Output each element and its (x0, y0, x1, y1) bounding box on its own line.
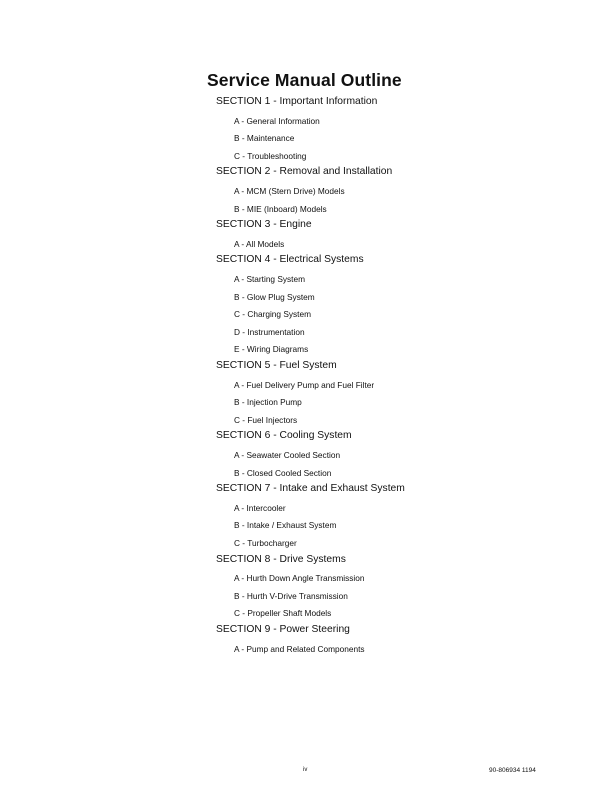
section-heading: SECTION 1 - Important Information (216, 96, 378, 107)
subsection-item: C - Turbocharger (234, 538, 297, 548)
subsection-item: B - MIE (Inboard) Models (234, 203, 327, 214)
subsection-item: B - Closed Cooled Section (234, 467, 332, 478)
subsection-item: A - Pump and Related Components (234, 643, 365, 654)
section-heading: SECTION 7 - Intake and Exhaust System (216, 483, 405, 495)
subsection-item: E - Wiring Diagrams (234, 344, 309, 355)
footer-document-id: 90-806934 1194 (489, 767, 536, 774)
section-heading: SECTION 3 - Engine (216, 219, 312, 231)
page-title: Service Manual Outline (207, 70, 402, 90)
subsection-item: A - Starting System (234, 274, 306, 284)
footer-page-number: iv (303, 767, 308, 773)
subsection-item: A - General Information (234, 115, 320, 126)
section-heading: SECTION 2 - Removal and Installation (216, 166, 393, 178)
subsection-item: B - Hurth V-Drive Transmission (234, 590, 348, 601)
subsection-item: A - Fuel Delivery Pump and Fuel Filter (234, 379, 375, 390)
subsection-item: C - Fuel Injectors (234, 414, 298, 425)
subsection-item: C - Troubleshooting (234, 150, 307, 161)
subsection-item: B - Injection Pump (234, 397, 302, 408)
section-heading: SECTION 4 - Electrical Systems (216, 254, 364, 266)
subsection-item: B - Maintenance (234, 133, 295, 144)
subsection-item: B - Intake / Exhaust System (234, 520, 337, 531)
subsection-item: C - Charging System (234, 309, 312, 320)
subsection-item: B - Glow Plug System (234, 291, 315, 302)
section-heading: SECTION 6 - Cooling System (216, 430, 352, 442)
subsection-item: A - Intercooler (234, 502, 286, 513)
section-heading: SECTION 5 - Fuel System (216, 360, 337, 371)
subsection-item: A - MCM (Stern Drive) Models (234, 186, 345, 196)
subsection-item: C - Propeller Shaft Models (234, 608, 332, 619)
subsection-item: A - All Models (234, 238, 285, 249)
subsection-item: A - Hurth Down Angle Transmission (234, 573, 365, 584)
section-heading: SECTION 9 - Power Steering (216, 624, 350, 635)
subsection-item: D - Instrumentation (234, 326, 305, 337)
subsection-item: A - Seawater Cooled Section (234, 450, 341, 460)
section-heading: SECTION 8 - Drive Systems (216, 553, 346, 565)
